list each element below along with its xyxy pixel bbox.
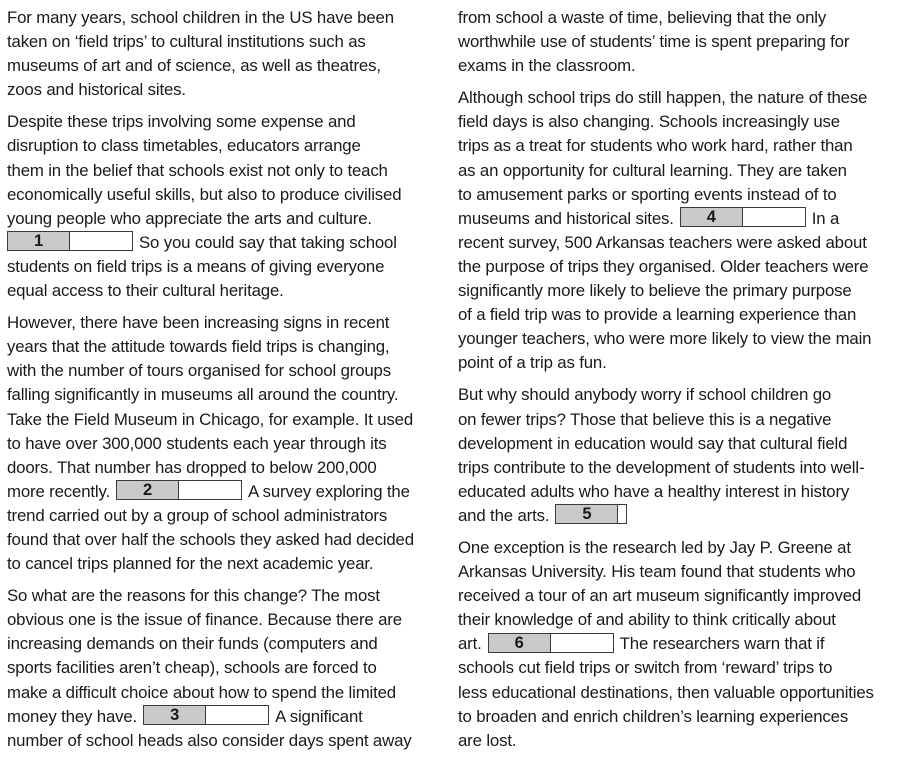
text-line: falling significantly in museums all around the country. xyxy=(7,385,399,405)
text-line: Arkansas University. His team found that students who xyxy=(458,562,856,582)
text-run: art. xyxy=(458,634,482,654)
gap-answer-space xyxy=(743,208,805,226)
text-run: A significant xyxy=(275,706,363,726)
paragraph-attitude xyxy=(7,311,439,576)
text-line: For many years, school children in the US have been xyxy=(7,8,394,27)
text-line: equal access to their cultural heritage. xyxy=(7,281,284,301)
text-line: Although school trips do still happen, the nature of these xyxy=(458,88,868,108)
text-line: their knowledge of and ability to think critically about xyxy=(458,610,836,630)
gap-answer-space xyxy=(206,706,268,724)
text-line: received a tour of an art museum significantly improved xyxy=(458,586,862,606)
text-line: trend carried out by a group of school administrators xyxy=(7,505,388,525)
text-run: museums and historical sites. xyxy=(458,208,674,228)
text-line: years that the attitude towards field trips is changing, xyxy=(7,337,390,357)
text-line: One exception is the research led by Jay P. Greene at xyxy=(458,537,851,557)
text-line: as an opportunity for cultural learning. They are taken xyxy=(458,160,847,180)
gap-box-1[interactable] xyxy=(7,231,133,251)
text-line: students on field trips is a means of giving everyone xyxy=(7,256,385,276)
text-line xyxy=(7,231,439,255)
text-run: and the arts. xyxy=(458,505,550,525)
text-line: on fewer trips? Those that believe this is a negative xyxy=(458,409,832,429)
text-line: trips contribute to the development of students into well- xyxy=(458,457,865,477)
text-line: schools cut field trips or switch from ‘reward’ trips to xyxy=(458,658,833,678)
paragraph-exception xyxy=(458,536,900,753)
paragraph-continued xyxy=(458,6,900,78)
text-line: educated adults who have a healthy interest in history xyxy=(458,481,850,501)
text-line: recent survey, 500 Arkansas teachers were asked about xyxy=(458,232,867,252)
text-line: to broaden and enrich children’s learning experiences xyxy=(458,706,849,726)
text-line xyxy=(458,632,900,656)
text-line: point of a trip as fun. xyxy=(458,353,607,373)
text-line: make a difficult choice about how to spend the limited xyxy=(7,682,396,702)
text-line: museums of art and of science, as well as theatres, xyxy=(7,56,381,76)
text-line: to cancel trips planned for the next academic year. xyxy=(7,554,374,574)
text-line: worthwhile use of students’ time is spent preparing for xyxy=(458,32,850,52)
text-line: to amusement parks or sporting events instead of to xyxy=(458,184,837,204)
gap-answer-space xyxy=(179,481,241,499)
text-line: increasing demands on their funds (computers and xyxy=(7,634,378,654)
text-line: taken on ‘field trips’ to cultural institutions such as xyxy=(7,32,366,52)
gap-answer-space xyxy=(551,634,613,652)
paragraph-why-worry xyxy=(458,383,900,528)
text-line: economically useful skills, but also to produce civilised xyxy=(7,184,402,204)
text-line: field days is also changing. Schools increasingly use xyxy=(458,112,840,132)
text-line: sports facilities aren’t cheap), schools are forced to xyxy=(7,658,377,678)
text-line: number of school heads also consider days spent away xyxy=(7,730,412,750)
text-line: zoos and historical sites. xyxy=(7,80,186,100)
paragraph-educators xyxy=(7,110,439,303)
gap-box-6[interactable] xyxy=(488,633,614,653)
gap-box-3[interactable] xyxy=(143,705,269,725)
gap-number: 2 xyxy=(117,481,179,499)
text-line: to have over 300,000 students each year through its xyxy=(7,433,387,453)
text-line: However, there have been increasing signs in recent xyxy=(7,313,390,333)
text-line xyxy=(458,207,900,231)
text-line: Take the Field Museum in Chicago, for example. It used xyxy=(7,409,414,429)
text-line: But why should anybody worry if school children go xyxy=(458,385,832,405)
text-line: less educational destinations, then valuable opportunities xyxy=(458,682,874,702)
text-line: significantly more likely to believe the primary purpose xyxy=(458,281,852,301)
gap-answer-space xyxy=(618,505,626,523)
left-column xyxy=(7,6,439,761)
right-column xyxy=(458,6,900,761)
text-line: of a field trip was to provide a learning experience than xyxy=(458,305,857,325)
text-line: Despite these trips involving some expense and xyxy=(7,112,356,132)
text-line: young people who appreciate the arts and culture. xyxy=(7,208,372,228)
gap-box-2[interactable] xyxy=(116,480,242,500)
text-line: trips as a treat for students who work hard, rather than xyxy=(458,136,853,156)
text-line: from school a waste of time, believing that the only xyxy=(458,8,827,27)
text-line: are lost. xyxy=(458,730,517,750)
text-line: obvious one is the issue of finance. Because there are xyxy=(7,610,402,630)
text-line: So what are the reasons for this change? The most xyxy=(7,586,380,606)
gap-box-5[interactable] xyxy=(555,504,627,524)
text-line: with the number of tours organised for school groups xyxy=(7,361,391,381)
gap-answer-space xyxy=(70,232,132,250)
text-line xyxy=(7,705,439,729)
paragraph-finance xyxy=(7,584,439,753)
text-run: more recently. xyxy=(7,481,110,501)
gap-number: 5 xyxy=(556,505,618,523)
text-line: found that over half the schools they asked had decided xyxy=(7,529,414,549)
text-line: development in education would say that cultural field xyxy=(458,433,848,453)
text-line: the purpose of trips they organised. Older teachers were xyxy=(458,256,869,276)
text-run: So you could say that taking school xyxy=(139,232,397,252)
text-run: In a xyxy=(811,208,840,228)
text-line: disruption to class timetables, educators arrange xyxy=(7,136,361,156)
paragraph-intro xyxy=(7,6,439,102)
text-line: younger teachers, who were more likely to view the main xyxy=(458,329,872,349)
gap-number: 4 xyxy=(681,208,743,226)
text-run: money they have. xyxy=(7,706,138,726)
gap-number: 1 xyxy=(8,232,70,250)
gap-number: 3 xyxy=(144,706,206,724)
gap-number: 6 xyxy=(489,634,551,652)
text-run: The researchers warn that if xyxy=(619,634,825,654)
text-line: exams in the classroom. xyxy=(458,56,636,76)
paragraph-nature-changing xyxy=(458,86,900,375)
text-run: A survey exploring the xyxy=(247,481,410,501)
text-line xyxy=(7,480,439,504)
text-line: doors. That number has dropped to below 200,000 xyxy=(7,457,377,477)
gap-box-4[interactable] xyxy=(680,207,806,227)
text-line: them in the belief that schools exist not only to teach xyxy=(7,160,388,180)
text-line xyxy=(458,504,900,528)
